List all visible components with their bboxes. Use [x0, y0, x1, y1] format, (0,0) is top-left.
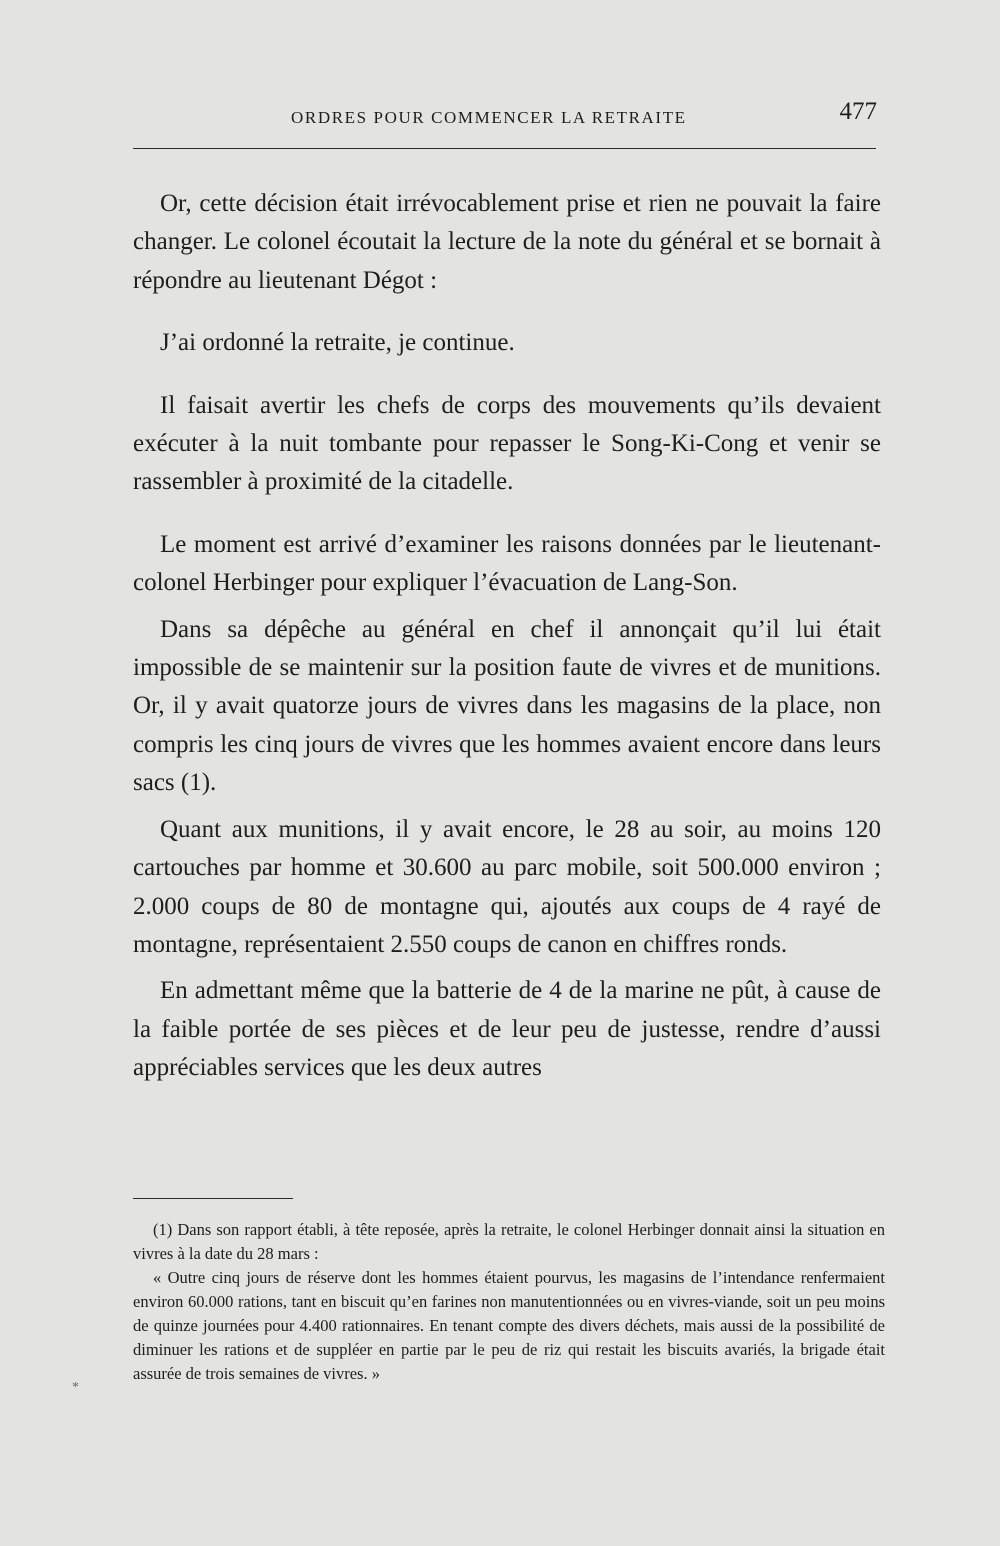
footnotes — [133, 1218, 885, 1386]
paragraph: Or, cette décision était irrévocablement prise et rien ne pouvait la faire changer. Le colonel écoutait la lecture de la note du général et se bornait à répondre au lieutenant Dégot : — [133, 190, 881, 294]
paragraph: Le moment est arrivé d’examiner les raisons données par le lieutenant-colonel Herbinger pour expliquer l’évacuation de Lang-Son. — [133, 530, 881, 597]
paragraph: Quant aux munitions, il y avait encore, le 28 au soir, au moins 120 cartouches par homme et 30.600 au parc mobile, soit 500.000 environ ; 2.000 coups de 80 de montagne qui, ajoutés aux coups de 4 rayé de montagne, représentaient 2.550 coups de canon en chiffres ronds. — [133, 815, 881, 958]
quoted-reply: J’ai ordonné la retraite, je continue. — [160, 329, 515, 357]
footnote-quote: « Outre cinq jours de réserve dont les hommes étaient pourvus, les magasins de l’intendance renfermaient environ 60.000 rations, tant en biscuit qu’en farines non manutentionnées ou en vivres-viande, soit un peu moins de quinze journées pour 4.400 rationnaires. En tenant compte des divers déchets, mais aussi de la possibilité de diminuer les rations et de suppléer en partie par le peu de riz qui restait les biscuits avariés, la brigade était assurée de trois semaines de vivres. » — [133, 1268, 885, 1383]
main-text — [133, 185, 881, 1088]
running-title: ORDRES POUR COMMENCER LA RETRAITE — [291, 108, 687, 127]
footnote: (1) Dans son rapport établi, à tête reposée, après la retraite, le colonel Herbinger donnait ainsi la situation en vivres à la date du 28 mars : — [133, 1220, 885, 1263]
footnote-rule — [133, 1198, 293, 1199]
page-number: 477 — [839, 98, 877, 125]
page-speck: * — [72, 1380, 79, 1395]
paragraph: Dans sa dépêche au général en chef il annonçait qu’il lui était impossible de se maintenir sur la position faute de vivres et de munitions. Or, il y avait quatorze jours de vivres dans les magasins de la place, non compris les cinq jours de vivres que les hommes avaient encore dans leurs sacs (1). — [133, 615, 881, 797]
paragraph: En admettant même que la batterie de 4 de la marine ne pût, à cause de la faible portée de ses pièces et de leur peu de justesse, rendre d’aussi appréciables services que les deux autres — [133, 977, 881, 1082]
header-rule — [133, 148, 876, 149]
paragraph: Il faisait avertir les chefs de corps des mouvements qu’ils devaient exécuter à la nuit tombante pour repasser le Song-Ki-Cong et venir se rassembler à proximité de la citadelle. — [133, 391, 881, 496]
page-header — [133, 96, 877, 132]
